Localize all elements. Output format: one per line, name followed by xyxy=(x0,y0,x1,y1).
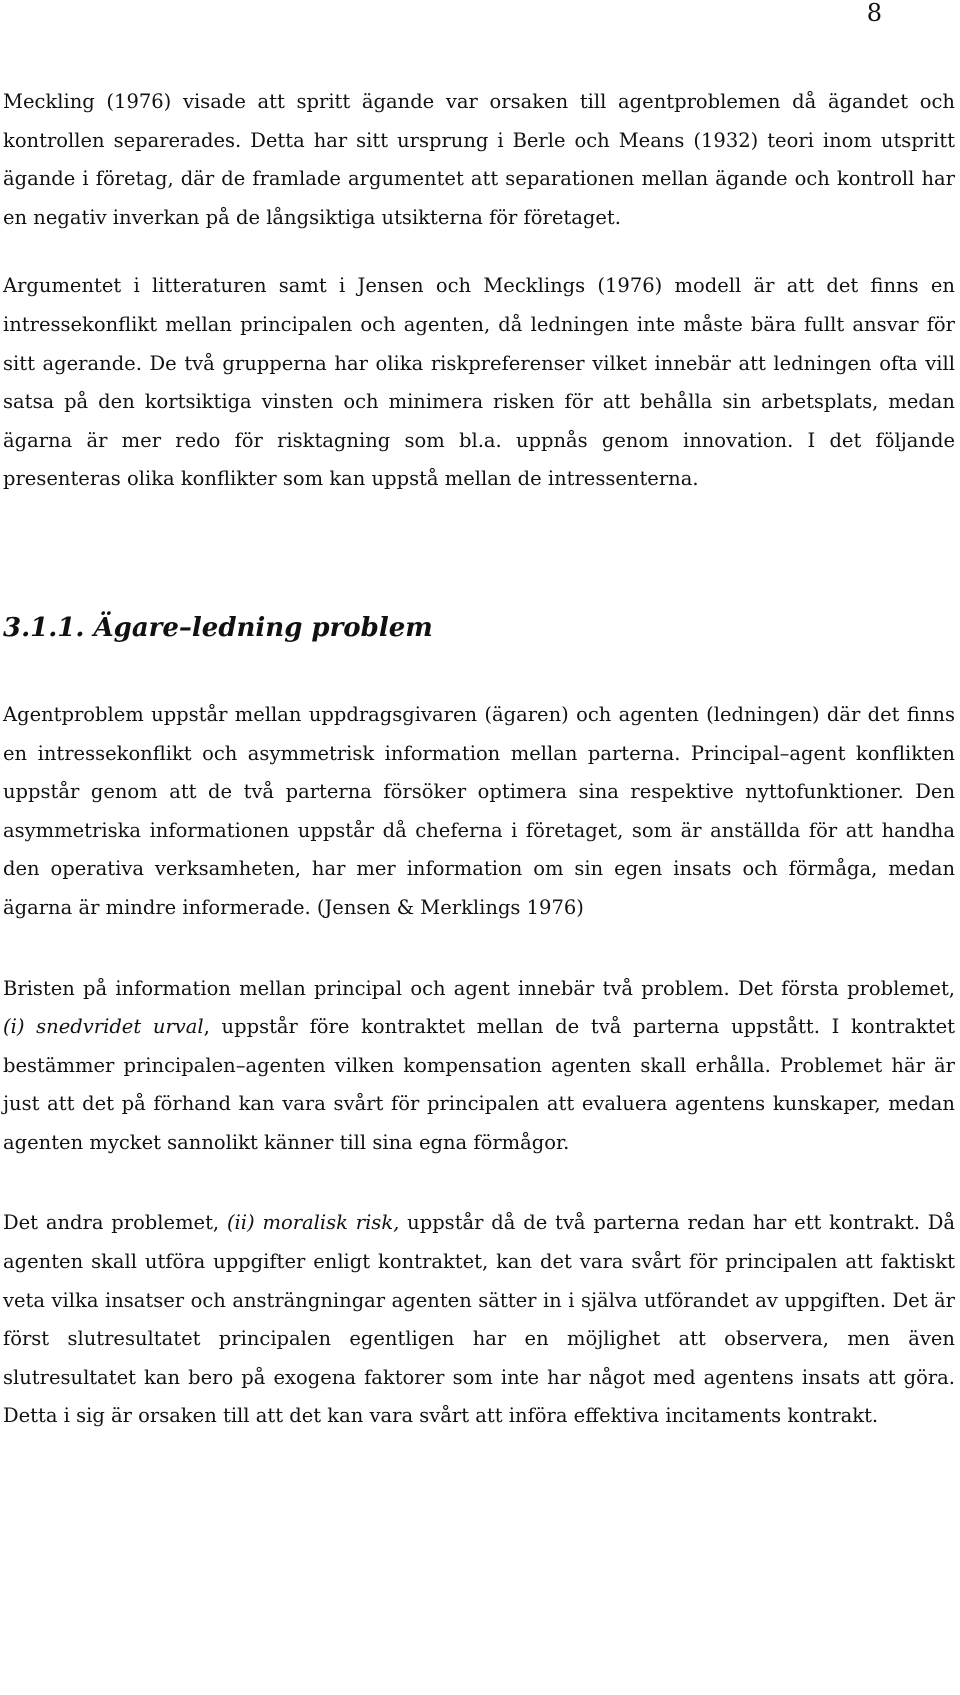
moral-hazard-text-start: Det andra problemet, xyxy=(3,1211,227,1235)
moral-hazard-text-end: uppstår då de två parterna redan har ett kontrakt. Då agenten skall utföra uppgifter enligt kontraktet, kan det vara svårt för principalen att faktiskt veta vilka insatser och ansträngningar agenten sätter in i själva utförandet av uppgiften. Det är först slutresultatet principalen egentligen har en möjlighet att observera, men även slutresultatet kan bero på exogena faktorer som inte har något med agentens insats att göra. Detta i sig är orsaken till att det kan vara svårt att införa effektiva incitaments kontrakt. xyxy=(3,1211,956,1428)
moral-hazard-term: (ii) moralisk risk, xyxy=(226,1211,400,1235)
section-heading: 3.1.1. Ägare–ledning problem xyxy=(3,612,433,643)
paragraph-interest-conflict: Argumentet i litteraturen samt i Jensen och Mecklings (1976) modell är att det finns en intressekonflikt mellan principalen och agenten, då ledningen inte måste bära fullt ansvar för sitt agerande. De två grupperna har olika riskpreferenser vilket innebär att ledningen ofta vill satsa på den kortsiktiga vinsten och minimera risken för att behålla sin arbetsplats, medan ägarna är mer redo för risktagning som bl.a. uppnås genom innovation. I det följande presenteras olika konflikter som kan uppstå mellan de intressenterna. xyxy=(3,274,955,491)
paragraph-agent-problem: Agentproblem uppstår mellan uppdragsgivaren (ägaren) och agenten (ledningen) där det finns en intressekonflikt och asymmetrisk information mellan parterna. Principal–agent konflikten uppstår genom att de två parterna försöker optimera sina respektive nyttofunktioner. Den asymmetriska informationen uppstår då cheferna i företaget, som är anställda för att handha den operativa verksamheten, har mer information om sin egen insats och förmåga, medan ägarna är mindre informerade. (Jensen & Merklings 1976) xyxy=(3,702,955,919)
adverse-selection-term: (i) snedvridet urval xyxy=(3,1015,204,1039)
paragraph-agency-origin: Meckling (1976) visade att spritt ägande var orsaken till agentproblemen då ägandet och kontrollen separerades. Detta har sitt ursprung i Berle och Means (1932) teori inom utspritt ägande i företag, där de framlade argumentet att separationen mellan ägande och kontroll har en negativ inverkan på de långsiktiga utsikterna för företaget. xyxy=(3,90,955,229)
paragraph-adverse-selection xyxy=(3,970,955,1163)
adverse-selection-text-start: Bristen på information mellan principal och agent innebär två problem. Det första problemet, xyxy=(3,976,955,1000)
page-number: 8 xyxy=(866,0,882,27)
page-content xyxy=(3,83,955,1436)
paragraph-moral-hazard xyxy=(3,1204,955,1436)
adverse-selection-text-end: , uppstår före kontraktet mellan de två parterna uppstått. I kontraktet bestämmer principalen–agenten vilken kompensation agenten skall erhålla. Problemet här är just att det på förhand kan vara svårt för principalen att evaluera agentens kunskaper, medan agenten mycket sannolikt känner till sina egna förmågor. xyxy=(3,1015,955,1154)
